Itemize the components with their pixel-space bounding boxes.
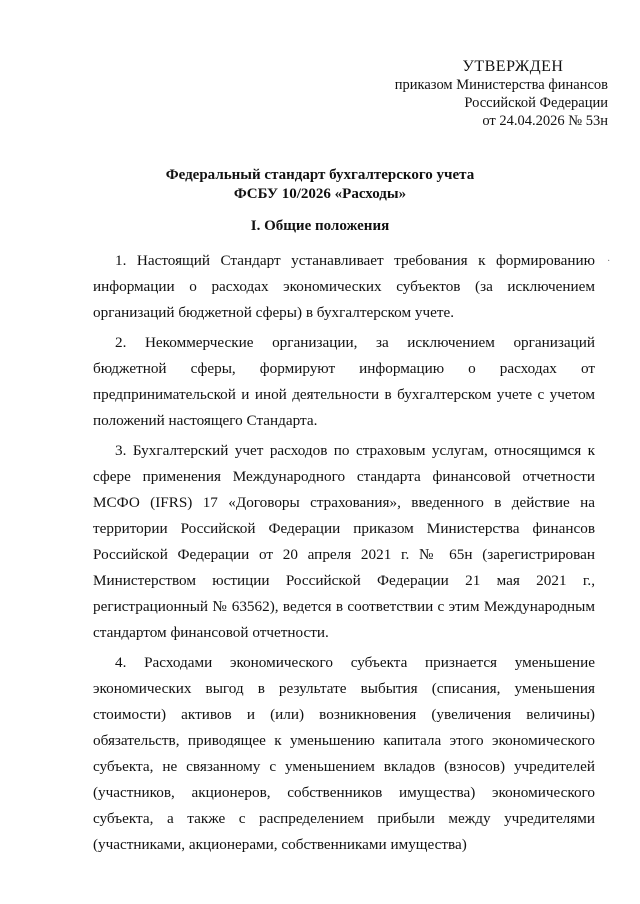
paragraph-2: 2. Некоммерческие организации, за исключением организаций бюджетной сферы, формируют информацию о расходах от предпринимательской и иной деятельности в бухгалтерском учете с учетом положений настоящего Стандарта. bbox=[93, 334, 595, 429]
approval-line-country: Российской Федерации bbox=[464, 95, 608, 111]
document-title bbox=[0, 166, 640, 204]
paragraph-1: 1. Настоящий Стандарт устанавливает требования к формированию информации о расходах экономических субъектов (за исключением организаций бюджетной сферы) в бухгалтерском учете. bbox=[93, 252, 595, 321]
paragraph-4: 4. Расходами экономического субъекта признается уменьшение экономических выгод в результате выбытия (списания, уменьшения стоимости) активов и (или) возникновения (увеличения величины) обязательств, приводящее к уменьшению капитала этого экономического субъекта, не связанному с уменьшением вкладов (взносов) учредителей (участников, акционеров, собственников имущества) экономического субъекта, а также с распределением прибыли между учредителями (участниками, акционерами, собственниками имущества) bbox=[93, 654, 595, 853]
title-line-2: ФСБУ 10/2026 «Расходы» bbox=[233, 186, 407, 202]
approval-stamp bbox=[348, 58, 608, 130]
scan-artifact-dot: · bbox=[607, 256, 611, 267]
section-heading: I. Общие положения bbox=[250, 218, 390, 234]
paragraph-3: 3. Бухгалтерский учет расходов по страховым услугам, относящимся к сфере применения Международного стандарта финансовой отчетности МСФО (IFRS) 17 «Договоры страхования», введенного в действие на территории Российской Федерации приказом Министерства финансов Российской Федерации от 20 апреля 2021 г. № 65н (зарегистрирован Министерством юстиции Российской Федерации 21 мая 2021 г., регистрационный № 63562), ведется в соответствии с этим Международным стандартом финансовой отчетности. bbox=[93, 442, 595, 641]
approval-heading: УТВЕРЖДЕН bbox=[462, 58, 564, 75]
title-line-1: Федеральный стандарт бухгалтерского учета bbox=[165, 167, 475, 183]
document-body bbox=[93, 248, 595, 862]
approval-line-order: приказом Министерства финансов bbox=[394, 77, 608, 93]
approval-line-date: от 24.04.2026 № 53н bbox=[482, 113, 608, 129]
